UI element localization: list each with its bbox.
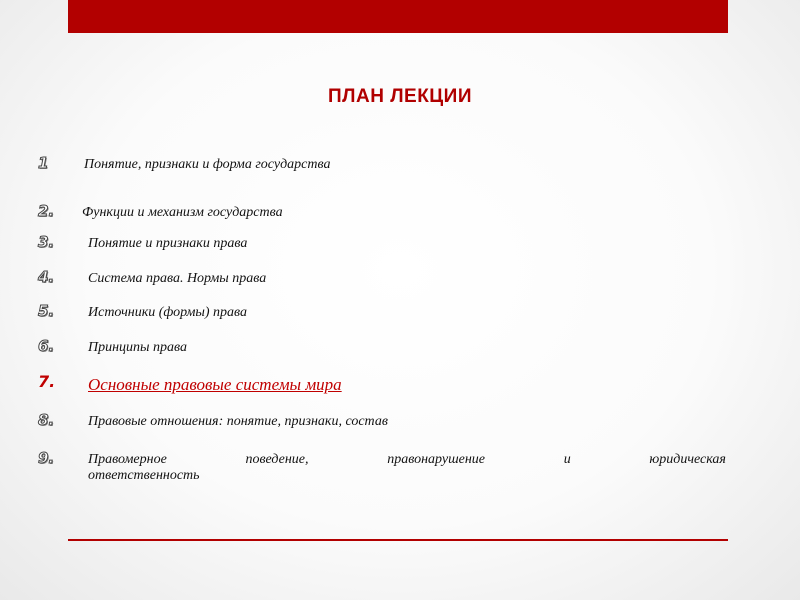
item-text: Источники (формы) права (88, 305, 248, 320)
item-text-line-1 (88, 452, 726, 468)
word: Правомерное (88, 452, 167, 467)
item-number: 7. (38, 372, 56, 391)
item-number: 9. (38, 449, 55, 467)
item-text-line-2: ответственность (88, 468, 200, 483)
word: юридическая (649, 452, 726, 467)
item-text: Система права. Нормы права (88, 271, 267, 286)
item-number: 2. (38, 202, 55, 220)
word: поведение, (245, 452, 309, 467)
item-text-highlighted: Основные правовые системы мира (88, 375, 342, 394)
bottom-divider (68, 539, 728, 541)
word: правонарушение (387, 452, 486, 467)
item-text: Понятие, признаки и форма государства (84, 157, 331, 172)
item-text: Правовые отношения: понятие, признаки, состав (88, 414, 388, 429)
item-number: 1 (38, 154, 49, 172)
top-accent-bar (68, 0, 728, 33)
item-number: 5. (38, 302, 55, 320)
item-number: 8. (38, 411, 55, 429)
slide-title: ПЛАН ЛЕКЦИИ (327, 86, 472, 107)
item-number: 4. (38, 268, 55, 286)
item-text: Принципы права (88, 340, 188, 355)
item-number: 6. (38, 337, 55, 355)
item-text: Понятие и признаки права (88, 236, 248, 251)
item-text: Функции и механизм государства (82, 205, 283, 220)
item-number: 3. (38, 233, 55, 251)
word: и (563, 452, 571, 467)
item-text (88, 452, 726, 484)
